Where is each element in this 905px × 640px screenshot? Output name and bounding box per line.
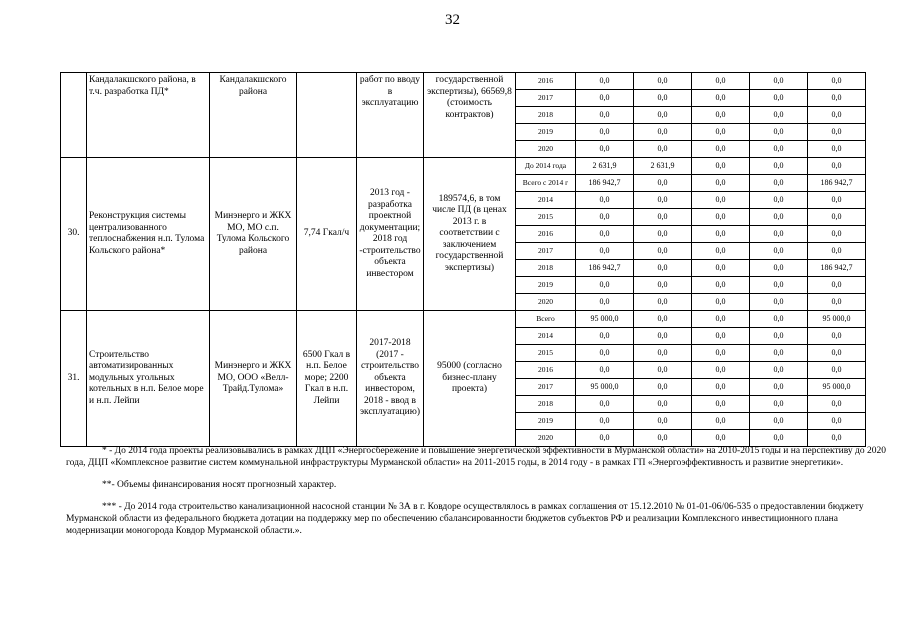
value-cell: 0,0	[692, 209, 750, 226]
value-cell: 0,0	[634, 345, 692, 362]
value-cell: 0,0	[750, 175, 808, 192]
value-cell: 0,0	[576, 226, 634, 243]
value-cell: 0,0	[808, 430, 866, 447]
value-cell: 0,0	[750, 124, 808, 141]
executor: Минэнерго и ЖКХ МО, МО с.п. Тулома Кольского района	[210, 158, 297, 311]
value-cell: 0,0	[808, 328, 866, 345]
value-cell: 0,0	[750, 294, 808, 311]
value-cell: 0,0	[634, 90, 692, 107]
value-cell: 0,0	[634, 430, 692, 447]
value-cell: 0,0	[576, 73, 634, 90]
value-cell: 0,0	[692, 141, 750, 158]
value-cell: 0,0	[692, 379, 750, 396]
value-cell: 0,0	[750, 379, 808, 396]
value-cell: 0,0	[576, 396, 634, 413]
value-cell: 0,0	[576, 141, 634, 158]
value-cell: 0,0	[750, 345, 808, 362]
year-label: 2016	[516, 362, 576, 379]
value-cell: 0,0	[692, 430, 750, 447]
table-row	[61, 73, 866, 90]
investment-table	[60, 72, 866, 447]
value-cell: 2 631,9	[634, 158, 692, 175]
value-cell: 0,0	[634, 396, 692, 413]
value-cell: 0,0	[634, 209, 692, 226]
value-cell: 0,0	[692, 328, 750, 345]
term: 2017-2018 (2017 - строительство объекта инвестором, 2018 - ввод в эксплуатацию)	[357, 311, 424, 447]
value-cell: 0,0	[808, 192, 866, 209]
value-cell: 0,0	[692, 107, 750, 124]
value-cell: 0,0	[808, 209, 866, 226]
value-cell: 0,0	[750, 226, 808, 243]
year-label: 2019	[516, 277, 576, 294]
value-cell: 95 000,0	[576, 379, 634, 396]
value-cell: 2 631,9	[576, 158, 634, 175]
year-label: 2017	[516, 379, 576, 396]
year-label: Всего	[516, 311, 576, 328]
page-number: 32	[445, 12, 460, 28]
value-cell: 0,0	[750, 396, 808, 413]
value-cell: 0,0	[692, 396, 750, 413]
year-label: 2014	[516, 328, 576, 345]
value-cell: 95 000,0	[808, 379, 866, 396]
value-cell: 0,0	[692, 311, 750, 328]
value-cell: 0,0	[576, 192, 634, 209]
value-cell: 0,0	[808, 294, 866, 311]
project-name: Кандалакшского района, в т.ч. разработка ПД*	[87, 73, 210, 158]
value-cell: 0,0	[576, 243, 634, 260]
value-cell: 0,0	[692, 413, 750, 430]
year-label: 2017	[516, 90, 576, 107]
footnote-2: **- Объемы финансирования носят прогнозный характер.	[102, 480, 337, 490]
table-row	[61, 158, 866, 175]
value-cell: 0,0	[750, 243, 808, 260]
value-cell: 0,0	[808, 362, 866, 379]
value-cell: 0,0	[634, 243, 692, 260]
project-name: Строительство автоматизированных модульных угольных котельных в н.п. Белое море и н.п. Лейпи	[87, 311, 210, 447]
value-cell: 0,0	[750, 158, 808, 175]
value-cell: 0,0	[808, 90, 866, 107]
cost: государственной экспертизы), 66569,8 (стоимость контрактов)	[424, 73, 516, 158]
year-label: 2016	[516, 73, 576, 90]
value-cell: 0,0	[634, 141, 692, 158]
value-cell: 0,0	[576, 362, 634, 379]
value-cell: 0,0	[692, 192, 750, 209]
value-cell: 0,0	[692, 243, 750, 260]
row-number: 31.	[61, 311, 87, 447]
value-cell: 0,0	[576, 430, 634, 447]
value-cell: 0,0	[750, 413, 808, 430]
value-cell: 0,0	[692, 158, 750, 175]
value-cell: 0,0	[634, 294, 692, 311]
value-cell: 0,0	[750, 311, 808, 328]
value-cell: 0,0	[634, 124, 692, 141]
value-cell: 186 942,7	[808, 260, 866, 277]
year-label: До 2014 года	[516, 158, 576, 175]
year-label: 2019	[516, 413, 576, 430]
value-cell: 0,0	[576, 328, 634, 345]
cost: 189574,6, в том числе ПД (в ценах 2013 г. в соответствии с заключением государственной экспертизы)	[424, 158, 516, 311]
year-label: 2019	[516, 124, 576, 141]
value-cell: 0,0	[634, 328, 692, 345]
value-cell: 0,0	[634, 226, 692, 243]
value-cell: 0,0	[750, 260, 808, 277]
year-label: 2018	[516, 107, 576, 124]
value-cell: 186 942,7	[576, 175, 634, 192]
value-cell: 0,0	[808, 413, 866, 430]
value-cell: 0,0	[634, 362, 692, 379]
value-cell: 0,0	[576, 90, 634, 107]
year-label: 2014	[516, 192, 576, 209]
value-cell: 0,0	[808, 141, 866, 158]
value-cell: 0,0	[634, 413, 692, 430]
value-cell: 0,0	[576, 345, 634, 362]
value-cell: 0,0	[692, 73, 750, 90]
value-cell: 0,0	[808, 158, 866, 175]
year-label: 2015	[516, 345, 576, 362]
capacity: 7,74 Гкал/ч	[297, 158, 357, 311]
value-cell: 0,0	[692, 277, 750, 294]
term: работ по вводу в эксплуатацию	[357, 73, 424, 158]
value-cell: 0,0	[750, 277, 808, 294]
value-cell: 0,0	[692, 362, 750, 379]
value-cell: 0,0	[808, 73, 866, 90]
value-cell: 0,0	[576, 209, 634, 226]
value-cell: 0,0	[808, 243, 866, 260]
value-cell: 0,0	[808, 396, 866, 413]
year-label: 2018	[516, 396, 576, 413]
value-cell: 0,0	[692, 226, 750, 243]
value-cell: 95 000,0	[808, 311, 866, 328]
executor: Кандалакшского района	[210, 73, 297, 158]
year-label: 2020	[516, 430, 576, 447]
footnotes	[66, 445, 886, 547]
capacity	[297, 73, 357, 158]
year-label: 2020	[516, 141, 576, 158]
value-cell: 0,0	[576, 107, 634, 124]
value-cell: 0,0	[692, 345, 750, 362]
value-cell: 0,0	[808, 124, 866, 141]
value-cell: 0,0	[692, 260, 750, 277]
project-name: Реконструкция системы централизованного теплоснабжения н.п. Тулома Кольского района*	[87, 158, 210, 311]
value-cell: 0,0	[750, 328, 808, 345]
value-cell: 0,0	[634, 311, 692, 328]
year-label: 2018	[516, 260, 576, 277]
value-cell: 0,0	[634, 175, 692, 192]
executor: Минэнерго и ЖКХ МО, ООО «Велл-Трайд.Тулома»	[210, 311, 297, 447]
value-cell: 0,0	[576, 124, 634, 141]
value-cell: 186 942,7	[576, 260, 634, 277]
row-number	[61, 73, 87, 158]
value-cell: 0,0	[634, 192, 692, 209]
year-label: 2017	[516, 243, 576, 260]
year-label: 2015	[516, 209, 576, 226]
value-cell: 0,0	[750, 90, 808, 107]
value-cell: 0,0	[692, 124, 750, 141]
value-cell: 0,0	[750, 362, 808, 379]
value-cell: 0,0	[808, 277, 866, 294]
value-cell: 0,0	[692, 294, 750, 311]
value-cell: 0,0	[634, 277, 692, 294]
value-cell: 0,0	[750, 141, 808, 158]
value-cell: 0,0	[576, 294, 634, 311]
value-cell: 0,0	[750, 430, 808, 447]
value-cell: 0,0	[808, 345, 866, 362]
footnote-1: * - До 2014 года проекты реализовывались в рамках ДЦП «Энергосбережение и повышение энергетической эффективности в Мурманской области» на 2010-2015 годы и на перспективу до 2020 года, ДЦП «Комплексное развитие систем коммунальной инфраструктуры Мурманской области» на 2011-2015 годы, в 2014 году - в рамках ГП «Энергоэффективность и развитие энергетики».	[66, 446, 886, 468]
value-cell: 0,0	[692, 90, 750, 107]
value-cell: 95 000,0	[576, 311, 634, 328]
cost: 95000 (согласно бизнес-плану проекта)	[424, 311, 516, 447]
value-cell: 0,0	[808, 226, 866, 243]
value-cell: 0,0	[634, 379, 692, 396]
value-cell: 0,0	[750, 209, 808, 226]
footnote-3: *** - До 2014 года строительство канализационной насосной станции № 3А в г. Ковдоре осуществлялось в рамках соглашения от 15.12.2010 № 01-01-06/06-535 о предоставлении бюджету Мурманской области из федерального бюджета дотации на поддержку мер по обеспечению сбалансированности бюджетов субъектов РФ и реализации Комплексного инвестиционного плана модернизации моногорода Ковдор Мурманской области.».	[66, 502, 864, 536]
value-cell: 186 942,7	[808, 175, 866, 192]
year-label: 2020	[516, 294, 576, 311]
value-cell: 0,0	[750, 73, 808, 90]
value-cell: 0,0	[576, 277, 634, 294]
value-cell: 0,0	[750, 192, 808, 209]
row-number: 30.	[61, 158, 87, 311]
year-label: 2016	[516, 226, 576, 243]
value-cell: 0,0	[750, 107, 808, 124]
value-cell: 0,0	[692, 175, 750, 192]
value-cell: 0,0	[808, 107, 866, 124]
value-cell: 0,0	[576, 413, 634, 430]
term: 2013 год - разработка проектной документации; 2018 год -строительство объекта инвестором	[357, 158, 424, 311]
value-cell: 0,0	[634, 73, 692, 90]
value-cell: 0,0	[634, 260, 692, 277]
capacity: 6500 Гкал в н.п. Белое море; 2200 Гкал в н.п. Лейпи	[297, 311, 357, 447]
year-label: Всего с 2014 г	[516, 175, 576, 192]
value-cell: 0,0	[634, 107, 692, 124]
table-row	[61, 311, 866, 328]
